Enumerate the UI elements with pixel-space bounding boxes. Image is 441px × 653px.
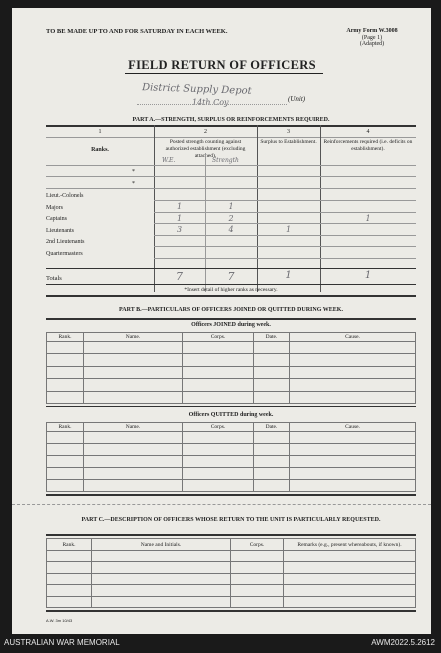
unit-label: (Unit) [288,95,306,103]
cell-value: 4 [228,225,234,234]
total-value: 7 [227,270,235,283]
part-c-title: PART C.—DESCRIPTION OF OFFICERS WHOSE RETURN TO THE UNIT IS PARTICULARLY REQUESTED. [81,517,381,523]
col-header: Rank. [47,539,92,551]
page-title: FIELD RETURN OF OFFICERS [128,58,316,72]
col-header: Remarks (e.g., present whereabouts, if known). [284,539,416,551]
col-header: Name. [84,333,183,342]
ranks-header: Ranks. [91,147,109,153]
footnote: *Insert detail of higher ranks as necessary. [184,287,278,293]
col-header: Date. [254,423,290,432]
cell-value: 2 [228,214,234,223]
form-name: Army Form W.3008 [346,28,398,34]
quitted-title: Officers QUITTED during week. [188,412,274,418]
print-code: A.W. 3m 10/43 [46,618,73,623]
rank-label: Quartermasters [46,251,83,257]
cell-value: 1 [176,202,183,211]
quitted-table [46,422,416,492]
rank-label: Majors [46,205,63,211]
col-header: Corps. [183,423,254,432]
rank-label: Lieut.-Colonels [46,193,84,199]
star-mark: * [132,181,135,187]
joined-title: Officers JOINED during week. [191,322,271,328]
col-header: Corps. [183,333,254,342]
footer-institution: AUSTRALIAN WAR MEMORIAL [4,638,120,647]
col-header: Rank. [47,333,84,342]
col-header: Cause. [290,423,416,432]
rank-label: 2nd Lieutenants [46,239,85,245]
col-number: 3 [287,129,290,135]
joined-table [46,332,416,404]
cell-value: 1 [228,202,234,211]
rank-label: Captains [46,216,67,222]
cell-value: 3 [176,225,183,234]
col-number: 4 [366,129,370,135]
posted-header: Posted strength counting against authorized establishment (excluding attached). [165,139,246,159]
unit-handwritten: District Supply Depot [141,82,252,97]
form-page: (Page 1) [361,35,383,41]
footer-accession: AWM2022.5.2612 [371,638,435,647]
strength-handwritten: Strength [212,157,239,164]
rank-label: Lieutenants [46,228,74,234]
total-value: 7 [176,270,183,283]
part-a-title: PART A.—STRENGTH, SURPLUS OR REINFORCEMENTS REQUIRED. [132,117,330,123]
total-value: 1 [364,270,372,281]
col-header: Cause. [290,333,416,342]
col-header: Name and Initials. [92,539,231,551]
col-header: Rank. [47,423,84,432]
col-number: 2 [204,129,207,135]
instruction-text: TO BE MADE UP TO AND FOR SATURDAY IN EACH WEEK. [46,28,228,35]
form-adapted: (Adapted) [359,41,385,47]
col-header: Corps. [231,539,284,551]
totals-label: Totals [46,275,62,282]
part-c-table [46,538,416,608]
cell-value: 1 [285,225,292,234]
star-mark: * [132,169,135,175]
we-handwritten: W.E. [162,157,176,164]
col-number: 1 [98,129,102,135]
cell-value: 1 [176,214,183,223]
unit-handwritten-2: 14th Coy [192,98,229,107]
col-header: Name. [84,423,183,432]
total-value: 1 [285,270,292,281]
reinforcements-header: Reinforcements required (i.e. deficits on establishment). [323,139,413,152]
part-b-title: PART B.—PARTICULARS OF OFFICERS JOINED OR QUITTED DURING WEEK. [119,307,343,313]
form-sheet [12,8,431,634]
col-header: Date. [254,333,290,342]
cell-value: 1 [365,214,371,223]
surplus-header: Surplus to Establishment. [260,139,317,145]
